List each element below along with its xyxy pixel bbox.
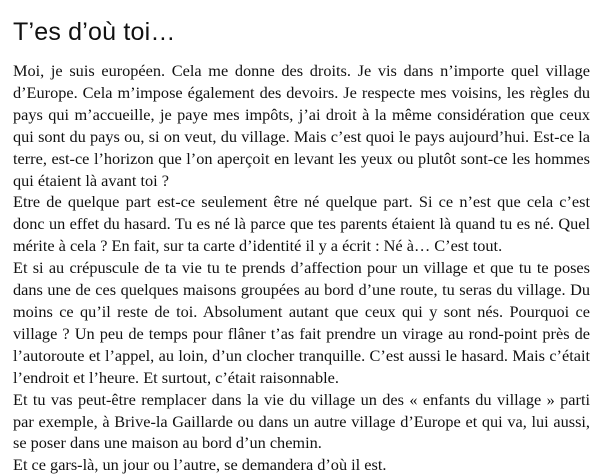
page-title: T’es d’où toi… <box>13 18 176 46</box>
paragraph: Etre de quelque part est-ce seulement être né quelque part. Si ce n’est que cela c’est donc un effet du hasard. Tu es né là parce que tes parents étaient là quand tu es né. Quel mérite à cela ? En fait, sur ta carte d’identité il y a écrit : Né à… C’est tout. <box>13 192 590 256</box>
paragraph: Et ce gars-là, un jour ou l’autre, se demandera d’où il est. <box>13 455 387 475</box>
article-body <box>13 60 590 476</box>
paragraph: Et tu vas peut-être remplacer dans la vie du village un des « enfants du village » parti par exemple, à Brive-la Gaillarde ou dans un autre village d’Europe et qui va, lui aussi, se poser dans une maison au bord d’un chemin. <box>13 389 590 453</box>
paragraph: Et si au crépuscule de ta vie tu te prends d’affection pour un village et que tu te poses dans une de ces quelques maisons groupées au bord d’une route, tu seras du village. Du moins ce qu’il reste de toi. Absolument autant que ceux qui y sont nés. Pourquoi ce village ? Un peu de temps pour flâner t’as fait prendre un virage au rond-point près de l’autoroute et l’appel, au loin, d’un clocher tranquille. C’est aussi le hasard. Mais c’était l’endroit et l’heure. Et surtout, c’était raisonnable. <box>13 258 590 387</box>
paragraph: Moi, je suis européen. Cela me donne des droits. Je vis dans n’importe quel village d’Europe. Cela m’impose également des devoirs. Je respecte mes voisins, les règles du pays qui m’accueille, je paye mes impôts, j’ai droit à la même considération que ceux qui sont du pays ou, si on veut, du village. Mais c’est quoi le pays aujourd’hui. Est-ce la terre, est-ce l’horizon que l’on aperçoit en levant les yeux ou plutôt sont-ce les hommes qui étaient là avant toi ? <box>13 61 590 190</box>
